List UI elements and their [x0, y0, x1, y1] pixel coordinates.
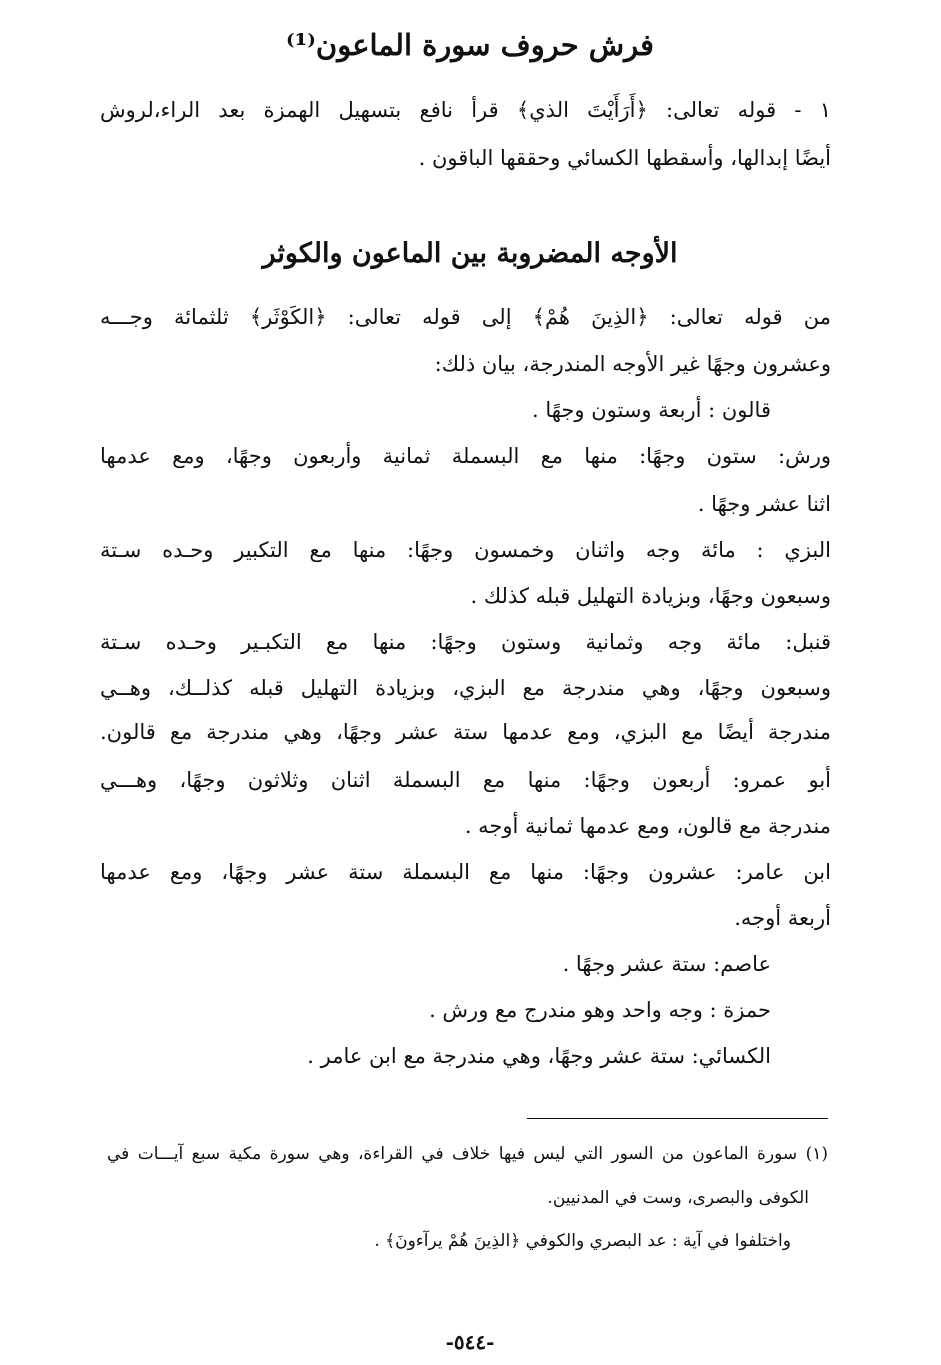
body-line-9: وسبعون وجهًا، وهي مندرجة مع البزي، وبزيادة التهليل قبله كذلــك، وهــي	[100, 676, 831, 700]
body-line-2: وعشرون وجهًا غير الأوجه المندرجة، بيان ذلك:	[434, 352, 831, 376]
footnote-line-3: واختلفوا في آية : عد البصري والكوفي ﴿الذِينَ هُمْ يرآءونَ﴾ .	[374, 1231, 791, 1251]
page-title: فرش حروف سورة الماعون⁽¹⁾	[285, 28, 655, 62]
body-line-10: مندرجة أيضًا مع البزي، ومع عدمها ستة عشر وجهًا، وهي مندرجة مع قالون.	[100, 720, 831, 744]
body-line-4: ورش: ستون وجهًا: منها مع البسملة ثمانية وأربعون وجهًا، ومع عدمها	[100, 444, 831, 468]
body-line-16: حمزة : وجه واحد وهو مندرج مع ورش .	[429, 998, 771, 1022]
body-line-15: عاصم: ستة عشر وجهًا .	[562, 952, 771, 976]
body-line-1: من قوله تعالى: ﴿الذِينَ هُمْ﴾ إلى قوله تعالى: ﴿الكَوْثَر﴾ ثلثمائة وجـــه	[100, 305, 831, 329]
footnote-line-1: (١) سورة الماعون من السور التي ليس فيها خلاف في القراءة، وهي سورة مكية سبع آيـــات في	[107, 1144, 828, 1164]
page-number: -٥٤٤-	[445, 1330, 495, 1354]
farsh-line-2: أيضًا إبدالها، وأسقطها الكسائي وحققها الباقون .	[418, 146, 831, 170]
footnote-separator	[527, 1118, 828, 1119]
body-line-14: أربعة أوجه.	[734, 906, 831, 930]
body-line-7: وسبعون وجهًا، وبزيادة التهليل قبله كذلك .	[470, 584, 831, 608]
footnote-line-2: الكوفى والبصرى، وست في المدنيين.	[547, 1188, 809, 1208]
body-line-3: قالون : أربعة وستون وجهًا .	[532, 398, 771, 422]
farsh-line-1: ١ - قوله تعالى: ﴿أَرَأَيْتَ الذي﴾ قرأ نافع بتسهيل الهمزة بعد الراء،لروش	[100, 98, 831, 122]
body-line-17: الكسائي: ستة عشر وجهًا، وهي مندرجة مع ابن عامر .	[307, 1044, 771, 1068]
section-title: الأوجه المضروبة بين الماعون والكوثر	[262, 238, 678, 269]
body-line-13: ابن عامر: عشرون وجهًا: منها مع البسملة ستة عشر وجهًا، ومع عدمها	[100, 860, 831, 884]
body-line-6: البزي : مائة وجه واثنان وخمسون وجهًا: منها مع التكبير وحـده سـتة	[100, 538, 831, 562]
body-line-11: أبو عمرو: أربعون وجهًا: منها مع البسملة اثنان وثلاثون وجهًا، وهـــي	[100, 768, 831, 792]
body-line-8: قنبل: مائة وجه وثمانية وستون وجهًا: منها مع التكبـير وحـده سـتة	[100, 630, 831, 654]
body-line-12: مندرجة مع قالون، ومع عدمها ثمانية أوجه .	[464, 814, 831, 838]
body-line-5: اثنا عشر وجهًا .	[697, 492, 831, 516]
